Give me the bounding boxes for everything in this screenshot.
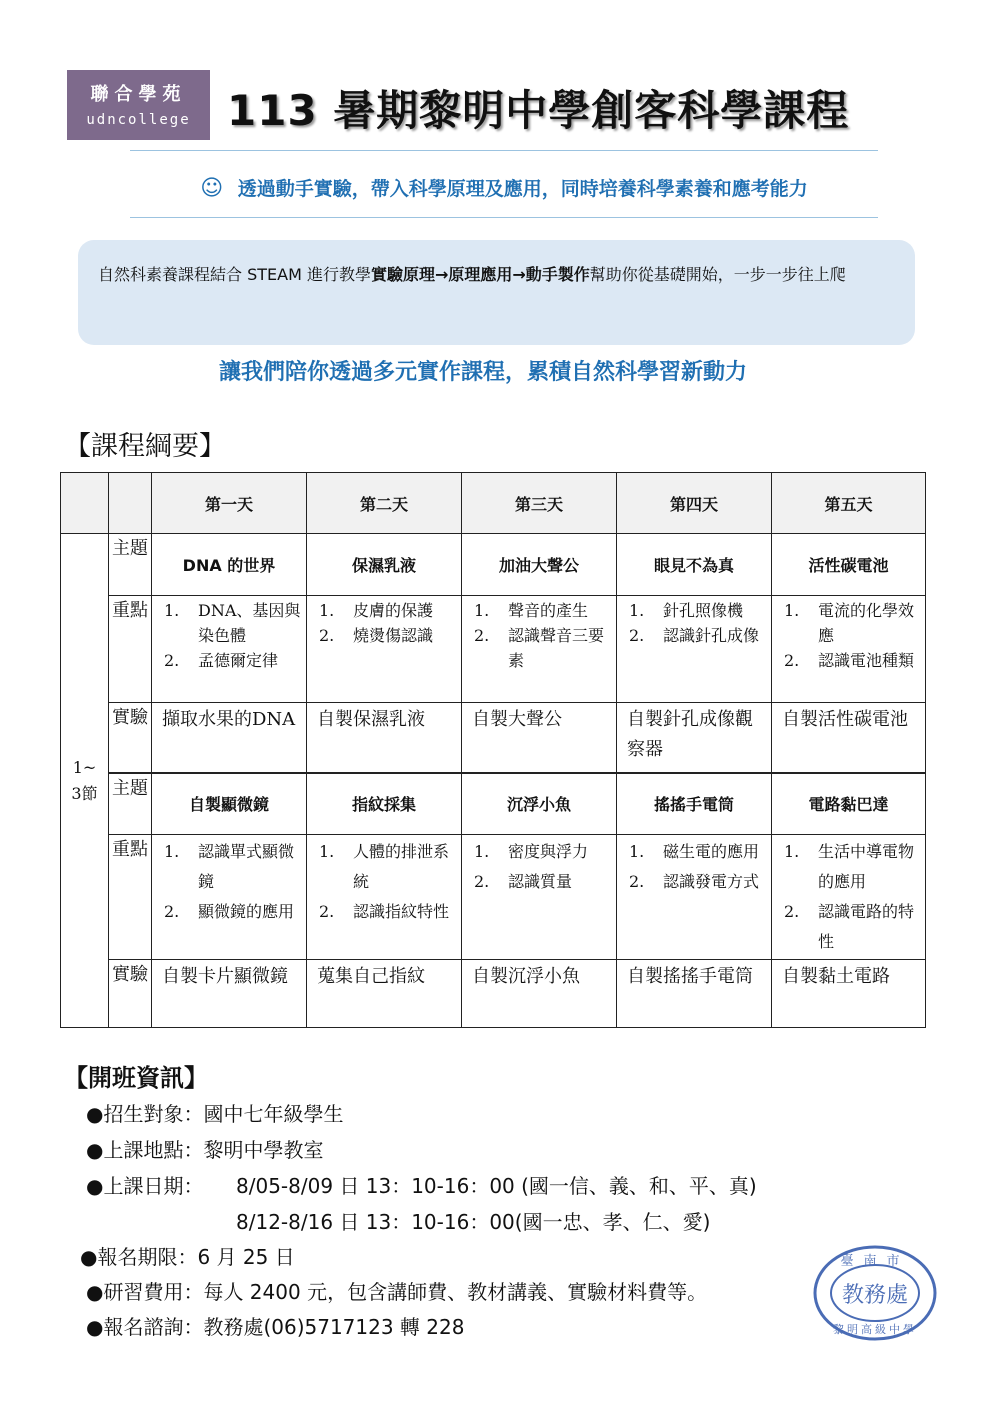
day-header: 第一天 xyxy=(152,473,307,534)
theme-cell: DNA 的世界 xyxy=(152,534,307,596)
points-cell xyxy=(152,596,307,703)
points-cell xyxy=(152,835,307,960)
udncollege-logo xyxy=(67,70,210,140)
theme-row xyxy=(61,534,926,596)
bullet-icon: ● xyxy=(86,1102,104,1126)
info-heading: 【開班資訊】 xyxy=(64,1064,208,1092)
stamp-top-text: 臺南市 xyxy=(840,1254,910,1269)
row-label-theme: 主題 xyxy=(109,534,152,596)
list-item: 1. 密度與浮力 xyxy=(474,842,589,861)
list-item: 2. 認識質量 xyxy=(474,872,573,891)
divider-top xyxy=(130,150,878,151)
experiment-cell: 擷取水果的DNA xyxy=(152,703,307,773)
day-header: 第三天 xyxy=(462,473,617,534)
info-fee: ●研習費用：每人 2400 元，包含講師費、教材講義、實驗材料費等。 xyxy=(86,1280,708,1304)
list-item: 2. 認識電池種類 xyxy=(784,651,915,670)
session-label: 1~3節 xyxy=(71,757,98,803)
bullet-icon: ● xyxy=(86,1280,104,1304)
list-item: 2. 認識指紋特性 xyxy=(319,902,450,921)
bullet-icon: ● xyxy=(86,1315,104,1339)
points-row xyxy=(61,835,926,960)
list-item: 1. 磁生電的應用 xyxy=(629,842,760,861)
intro-bold-text: 實驗原理→原理應用→動手製作 xyxy=(370,265,590,284)
page-title: 113 暑期黎明中學創客科學課程 xyxy=(227,86,850,135)
stamp-center-text: 教務處 xyxy=(841,1283,909,1308)
theme-cell: 電路黏巴達 xyxy=(772,773,926,835)
experiment-cell: 自製大聲公 xyxy=(462,703,617,773)
divider-bottom xyxy=(130,217,878,218)
theme-cell: 加油大聲公 xyxy=(462,534,617,596)
smiley-icon: ☺ xyxy=(200,176,224,201)
points-cell xyxy=(617,596,772,703)
day-header: 第五天 xyxy=(772,473,926,534)
list-item: 2. 認識聲音三要素 xyxy=(474,626,605,670)
bullet-icon: ● xyxy=(86,1138,104,1162)
points-cell xyxy=(617,835,772,960)
theme-cell: 自製顯微鏡 xyxy=(152,773,307,835)
list-item: 2. 認識針孔成像 xyxy=(629,626,760,645)
list-item: 2. 顯微鏡的應用 xyxy=(164,902,295,921)
points-cell xyxy=(307,835,462,960)
session-cell xyxy=(61,534,109,1028)
theme-row xyxy=(61,773,926,835)
day-header: 第四天 xyxy=(617,473,772,534)
points-cell xyxy=(462,596,617,703)
header-corner-2 xyxy=(109,473,152,534)
list-item: 2. 孟德爾定律 xyxy=(164,651,279,670)
points-cell xyxy=(462,835,617,960)
points-row xyxy=(61,596,926,703)
school-stamp xyxy=(812,1243,938,1343)
experiment-cell: 自製活性碳電池 xyxy=(772,703,926,773)
course-outline-table xyxy=(60,472,926,1028)
experiment-cell: 蒐集自己指紋 xyxy=(307,960,462,1028)
row-label-experiment: 實驗 xyxy=(109,703,152,773)
tagline xyxy=(130,174,878,201)
info-date xyxy=(86,1170,886,1196)
experiment-cell: 自製黏土電路 xyxy=(772,960,926,1028)
outline-heading: 【課程綱要】 xyxy=(64,431,226,462)
theme-cell: 沉浮小魚 xyxy=(462,773,617,835)
intro-text-2: 幫助你從基礎開始，一步一步往上爬 xyxy=(589,265,846,284)
list-item: 2. 燒燙傷認識 xyxy=(319,626,434,645)
list-item: 2. 認識電路的特性 xyxy=(784,902,915,951)
list-item: 1. 認識單式顯微鏡 xyxy=(164,842,295,891)
list-item: 1. DNA、基因與染色體 xyxy=(164,601,301,645)
info-contact: ●報名諮詢：教務處(06)5717123 轉 228 xyxy=(86,1315,465,1339)
row-label-experiment: 實驗 xyxy=(109,960,152,1028)
experiment-cell: 自製卡片顯微鏡 xyxy=(152,960,307,1028)
row-label-points: 重點 xyxy=(109,596,152,703)
theme-cell: 保濕乳液 xyxy=(307,534,462,596)
experiment-cell: 自製保濕乳液 xyxy=(307,703,462,773)
bullet-icon: ● xyxy=(80,1245,98,1269)
info-target: ●招生對象：國中七年級學生 xyxy=(86,1102,344,1126)
day-header: 第二天 xyxy=(307,473,462,534)
header-corner xyxy=(61,473,109,534)
slogan: 讓我們陪你透過多元實作課程，累積自然科學習新動力 xyxy=(218,360,747,385)
row-label-points: 重點 xyxy=(109,835,152,960)
intro-text-1: 自然科素養課程結合 STEAM 進行教學 xyxy=(98,265,371,284)
row-label-theme: 主題 xyxy=(109,773,152,835)
experiment-row xyxy=(61,703,926,773)
info-location: ●上課地點：黎明中學教室 xyxy=(86,1138,324,1162)
list-item: 1. 聲音的產生 xyxy=(474,601,589,620)
list-item: 1. 電流的化學效應 xyxy=(784,601,915,645)
date-line-2: 8/12-8/16 日 13：10-16：00(國一忠、孝、仁、愛) xyxy=(236,1210,711,1234)
experiment-cell: 自製搖搖手電筒 xyxy=(617,960,772,1028)
date-label: 上課日期： xyxy=(103,1174,204,1198)
theme-cell: 搖搖手電筒 xyxy=(617,773,772,835)
theme-cell: 指紋採集 xyxy=(307,773,462,835)
table-header-row xyxy=(61,473,926,534)
list-item: 1. 人體的排泄系統 xyxy=(319,842,450,891)
experiment-cell: 自製針孔成像觀察器 xyxy=(617,703,772,773)
info-deadline: ●報名期限：6 月 25 日 xyxy=(80,1245,295,1269)
experiment-cell: 自製沉浮小魚 xyxy=(462,960,617,1028)
bullet-icon: ● xyxy=(86,1174,104,1198)
list-item: 1. 皮膚的保護 xyxy=(319,601,434,620)
theme-cell: 活性碳電池 xyxy=(772,534,926,596)
points-cell xyxy=(772,835,926,960)
experiment-row xyxy=(61,960,926,1028)
theme-cell: 眼見不為真 xyxy=(617,534,772,596)
list-item: 1. 生活中導電物的應用 xyxy=(784,842,915,891)
logo-english-text: udncollege xyxy=(86,112,191,128)
points-cell xyxy=(772,596,926,703)
stamp-bottom-text: 黎明高級中學 xyxy=(833,1323,917,1336)
points-cell xyxy=(307,596,462,703)
logo-chinese-text: 聯合學苑 xyxy=(90,84,187,105)
tagline-text: 透過動手實驗，帶入科學原理及應用，同時培養科學素養和應考能力 xyxy=(237,178,808,200)
list-item: 2. 認識發電方式 xyxy=(629,872,760,891)
intro-box xyxy=(78,240,915,345)
list-item: 1. 針孔照像機 xyxy=(629,601,744,620)
date-line-1: 8/05-8/09 日 13：10-16：00 (國一信、義、和、平、真) xyxy=(236,1174,757,1198)
